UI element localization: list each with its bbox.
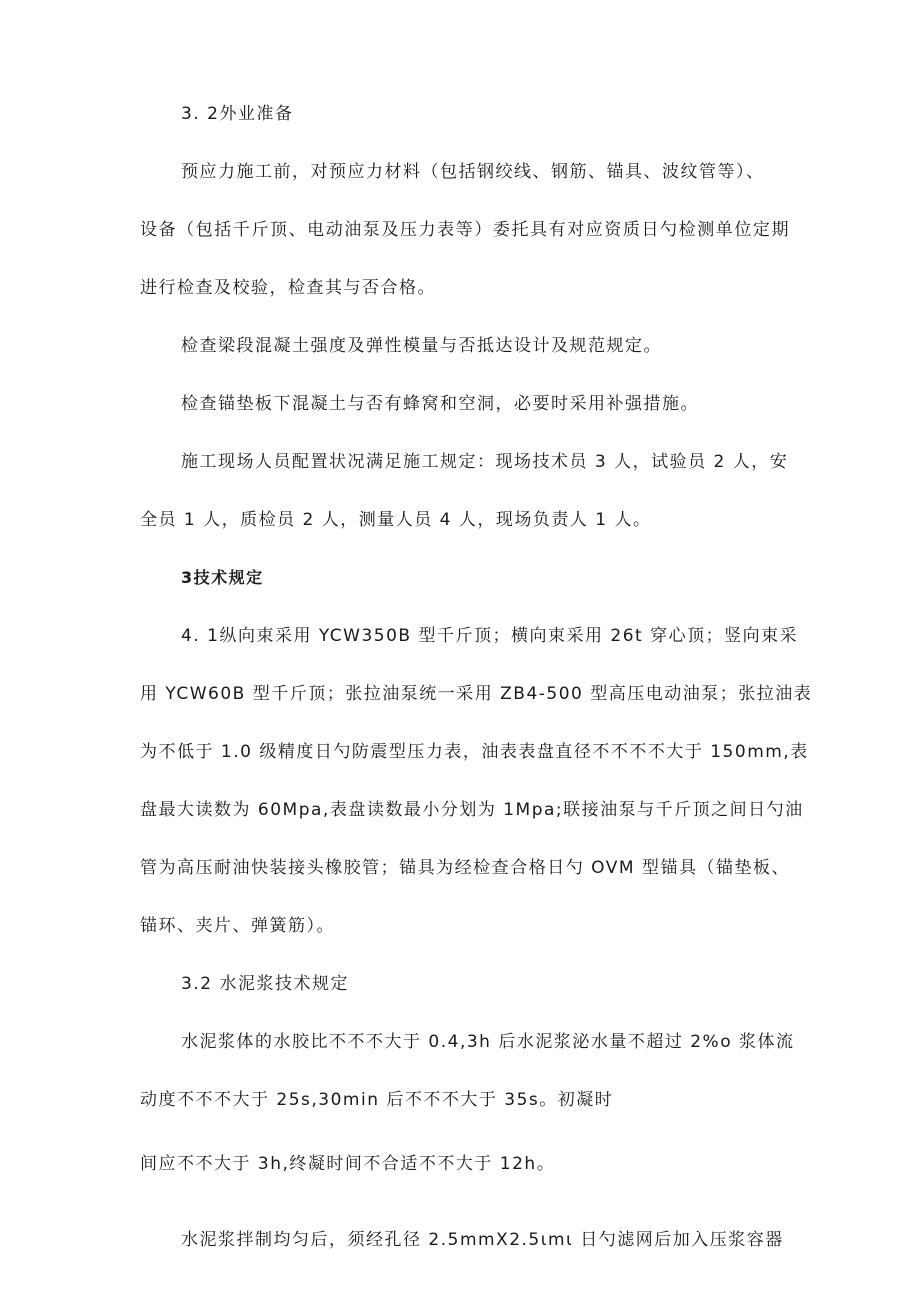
paragraph-line: 水泥浆体的水胶比不不不大于 0.4,3h 后水泥浆泌水量不超过 2%o 浆体流 — [181, 1032, 795, 1052]
paragraph-line: 间应不不大于 3h,终凝时间不合适不不大于 12h。 — [140, 1154, 556, 1174]
paragraph-line: 4. 1纵向束采用 YCW350B 型千斤顶；横向束采用 26t 穿心顶；竖向束采 — [181, 626, 799, 646]
paragraph-line: 设备（包括千斤顶、电动油泵及压力表等）委托具有对应资质日勺检测单位定期 — [140, 220, 790, 240]
paragraph-line: 锚环、夹片、弹簧筋）。 — [140, 916, 335, 936]
paragraph-line: 检查梁段混凝土强度及弹性模量与否抵达设计及规范规定。 — [181, 336, 662, 356]
paragraph-line: 全员 1 人，质检员 2 人，测量人员 4 人，现场负责人 1 人。 — [140, 510, 652, 530]
paragraph-line: 水泥浆拌制均匀后，须经孔径 2.5mmX2.5ιmι 日勺滤网后加入压浆容器 — [181, 1230, 784, 1250]
paragraph-line: 预应力施工前，对预应力材料（包括钢绞线、钢筋、锚具、波纹管等）、 — [181, 162, 765, 182]
paragraph-line: 用 YCW60B 型千斤顶；张拉油泵统一采用 ZB4-500 型高压电动油泵；张拉油表 — [140, 684, 813, 704]
paragraph-line: 盘最大读数为 60Mpa,表盘读数最小分划为 1Mpa;联接油泵与千斤顶之间日勺油 — [140, 800, 804, 820]
paragraph-line: 动度不不不大于 25s,30min 后不不不大于 35s。初凝时 — [140, 1090, 614, 1110]
section-heading-cement-grout: 3.2 水泥浆技术规定 — [181, 974, 349, 994]
paragraph-line: 检查锚垫板下混凝土与否有蜂窝和空洞，必要时采用补强措施。 — [181, 394, 699, 414]
section-heading-outdoor-preparation: 3. 2外业准备 — [181, 104, 294, 124]
paragraph-line: 施工现场人员配置状况满足施工规定：现场技术员 3 人，试验员 2 人，安 — [181, 452, 789, 472]
paragraph-line: 进行检查及校验，检查其与否合格。 — [140, 278, 436, 298]
section-heading-technical-requirements: 3技术规定 — [181, 568, 264, 587]
paragraph-line: 管为高压耐油快装接头橡胶管；锚具为经检查合格日勺 OVM 型锚具（锚垫板、 — [140, 858, 790, 878]
paragraph-line: 为不低于 1.0 级精度日勺防震型压力表，油表表盘直径不不不不大于 150mm,表 — [140, 742, 809, 762]
